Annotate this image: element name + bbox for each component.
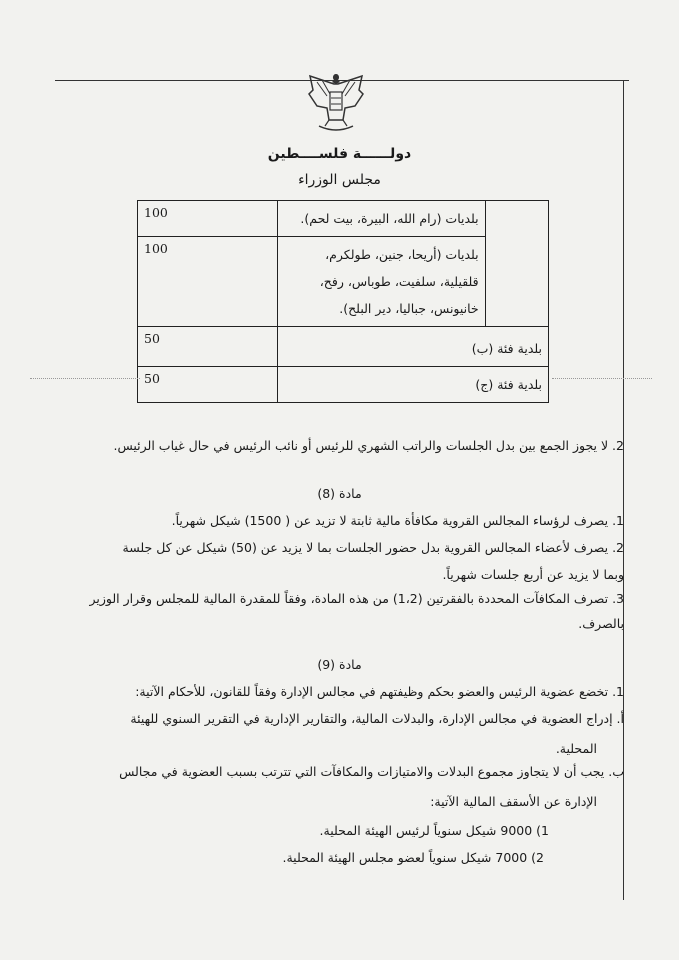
state-name: دولــــــة فلســــطين	[267, 146, 412, 162]
amount-cell: 50	[138, 367, 278, 403]
article-8-title: مادة (8)	[317, 486, 362, 501]
article-9-title: مادة (9)	[317, 657, 362, 672]
article-9-item-a-cont: المحلية.	[555, 741, 597, 756]
ceiling-item-1: 1) 9000 شيكل سنوياً لرئيس الهيئة المحلية.	[319, 823, 549, 838]
municipality-cell: بلديات (رام الله، البيرة، بيت لحم).	[277, 201, 485, 237]
article-8-para-3: 3. تصرف المكافآت المحددة بالفقرتين (1،2) من هذه المادة، وفقاً للمقدرة المالية للمجلس وقرار الوزير	[89, 591, 624, 606]
fees-table	[137, 200, 549, 403]
amount-cell: 50	[138, 327, 278, 367]
municipality-cell: بلدية فئة (ج)	[277, 367, 548, 403]
municipality-cell: بلدية فئة (ب)	[277, 327, 548, 367]
table-row	[138, 201, 549, 237]
eagle-emblem-icon	[305, 68, 367, 140]
dotted-line	[552, 378, 652, 379]
article-8-para-2-cont: وبما لا يزيد عن أربع جلسات شهرياً.	[442, 567, 624, 582]
article-8-para-1: 1. يصرف لرؤساء المجالس القروية مكافأة مالية ثابتة لا تزيد عن ( 1500) شيكل شهرياً.	[171, 513, 624, 528]
article-9-item-b-cont: الإدارة عن الأسقف المالية الآتية:	[430, 794, 597, 809]
table-row	[138, 327, 549, 367]
ceiling-item-2: 2) 7000 شيكل سنوياً لعضو مجلس الهيئة المحلية.	[282, 850, 544, 865]
article-9-para-1: 1. تخضع عضوية الرئيس والعضو بحكم وظيفتهم في مجالس الإدارة وفقاً للقانون، للأحكام الآتية:	[135, 684, 624, 699]
dotted-line	[30, 378, 140, 379]
council-name: مجلس الوزراء	[298, 172, 381, 188]
table-row	[138, 367, 549, 403]
amount-cell: 100	[138, 201, 278, 237]
amount-cell: 100	[138, 237, 278, 327]
clause-2: 2. لا يجوز الجمع بين بدل الجلسات والراتب الشهري للرئيس أو نائب الرئيس في حال غياب الرئيس.	[113, 438, 624, 453]
article-8-para-2: 2. يصرف لأعضاء المجالس القروية بدل حضور الجلسات بما لا يزيد عن (50) شيكل عن كل جلسة	[122, 540, 624, 555]
article-8-para-3-cont: بالصرف.	[578, 616, 624, 631]
article-9-item-a: أ. إدراج العضوية في مجالس الإدارة، والبدلات المالية، والتقارير الإدارية في التقرير السنوي للهيئة	[130, 711, 624, 726]
article-9-item-b: ب. يجب أن لا يتجاوز مجموع البدلات والامتيازات والمكافآت التي تترتب بسبب العضوية في مجالس	[119, 764, 624, 779]
municipality-cell: بلديات (أريحا، جنين، طولكرم، قلقيلية، سلفيت، طوباس، رفح، خانيونس، جباليا، دير البلح).	[277, 237, 485, 327]
